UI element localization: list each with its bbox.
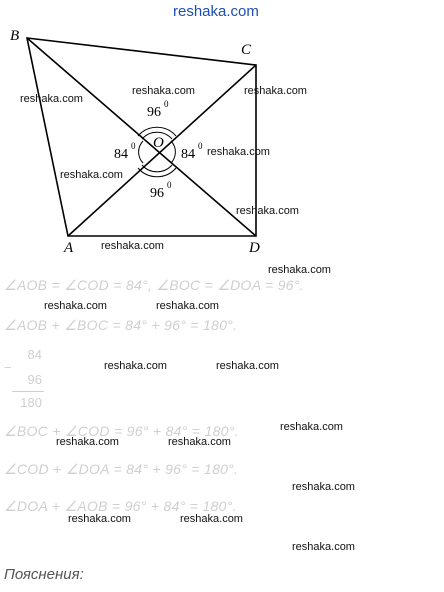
- angle-label-top: 96: [147, 105, 161, 120]
- equation-line-5: ∠DOA + ∠AOB = 96° + 84° = 180°.: [4, 498, 237, 514]
- degree-mark-top: 0: [164, 99, 169, 109]
- angle-arc-left: [139, 141, 143, 163]
- point-label-d: D: [249, 240, 260, 256]
- watermark-figure-1: reshaka.com: [20, 93, 83, 105]
- degree-mark-right: 0: [198, 141, 203, 151]
- column-operand-1: 84: [27, 347, 42, 362]
- watermark-figure-7: reshaka.com: [101, 240, 164, 252]
- explanations-heading: Пояснения:: [4, 566, 84, 583]
- equation-line-4: ∠COD + ∠DOA = 84° + 96° = 180°.: [4, 461, 239, 477]
- watermark-figure-6: reshaka.com: [236, 205, 299, 217]
- watermark-eq-5: reshaka.com: [216, 360, 279, 372]
- watermark-eq-9: reshaka.com: [292, 481, 355, 493]
- angle-arc-right: [171, 141, 175, 163]
- degree-mark-bottom: 0: [167, 180, 172, 190]
- watermark-eq-10: reshaka.com: [68, 513, 131, 525]
- angle-label-bottom: 96: [150, 186, 164, 201]
- point-label-b: B: [10, 28, 20, 44]
- degree-mark-left: 0: [131, 141, 136, 151]
- point-label-a: A: [64, 240, 74, 256]
- equation-line-2: ∠AOB + ∠BOC = 84° + 96° = 180°.: [4, 317, 238, 333]
- equation-line-1: ∠AOB = ∠COD = 84°, ∠BOC = ∠DOA = 96°.: [4, 277, 304, 293]
- watermark-eq-1: reshaka.com: [268, 264, 331, 276]
- column-minus-sign: −: [4, 360, 12, 375]
- watermark-eq-3: reshaka.com: [156, 300, 219, 312]
- quadrilateral-figure: [0, 0, 444, 262]
- equation-line-3: ∠BOC + ∠COD = 96° + 84° = 180°.: [4, 423, 239, 439]
- angle-label-left: 84: [114, 147, 128, 162]
- watermark-eq-8: reshaka.com: [168, 436, 231, 448]
- watermark-top: reshaka.com: [173, 3, 259, 20]
- watermark-eq-2: reshaka.com: [44, 300, 107, 312]
- watermark-eq-11: reshaka.com: [180, 513, 243, 525]
- point-label-o: O: [153, 135, 164, 151]
- column-result: 180: [20, 395, 42, 410]
- watermark-eq-4: reshaka.com: [104, 360, 167, 372]
- column-operand-2: 96: [27, 372, 42, 387]
- angle-arc-bottom-outer: [138, 168, 176, 177]
- column-rule: [12, 391, 44, 392]
- angle-label-right: 84: [181, 147, 195, 162]
- watermark-eq-7: reshaka.com: [56, 436, 119, 448]
- watermark-figure-5: reshaka.com: [60, 169, 123, 181]
- watermark-eq-6: reshaka.com: [280, 421, 343, 433]
- watermark-figure-4: reshaka.com: [207, 146, 270, 158]
- watermark-figure-2: reshaka.com: [132, 85, 195, 97]
- watermark-figure-3: reshaka.com: [244, 85, 307, 97]
- point-label-c: C: [241, 42, 252, 58]
- angle-arc-bottom-inner: [142, 165, 172, 172]
- watermark-eq-12: reshaka.com: [292, 541, 355, 553]
